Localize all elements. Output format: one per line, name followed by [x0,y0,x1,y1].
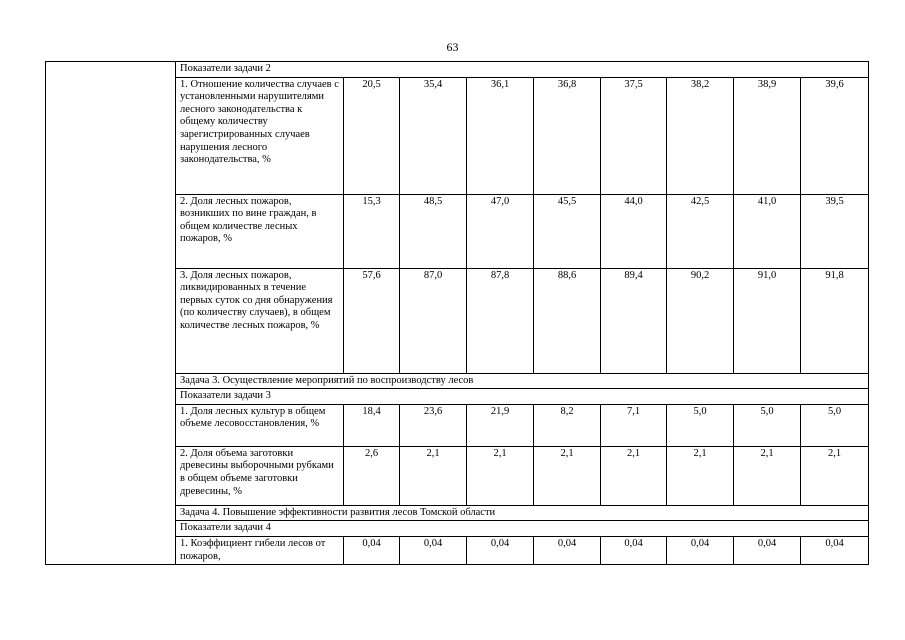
section-header: Показатели задачи 3 [176,389,869,405]
value-cell: 2,1 [601,446,667,505]
value-cell: 90,2 [667,268,734,373]
indicators-table [45,61,869,565]
value-cell: 35,4 [400,77,467,194]
value-cell: 21,9 [467,404,534,446]
table-body [46,62,869,565]
value-cell: 5,0 [801,404,869,446]
lead-column-cell [46,62,176,565]
value-cell: 0,04 [801,536,869,564]
value-cell: 39,6 [801,77,869,194]
value-cell: 36,8 [534,77,601,194]
indicator-label: 1. Коэффициент гибели лесов от пожаров, [176,536,344,564]
value-cell: 38,9 [734,77,801,194]
value-cell: 5,0 [667,404,734,446]
indicator-label: 2. Доля лесных пожаров, возникших по вине граждан, в общем количестве лесных пожаров, % [176,194,344,268]
value-cell: 48,5 [400,194,467,268]
value-cell: 57,6 [344,268,400,373]
value-cell: 88,6 [534,268,601,373]
indicator-label: 1. Отношение количества случаев с установленными нарушителями лесного законодательства к общему количеству зарегистрированных случаев нарушения лесного законодательства, % [176,77,344,194]
indicator-label: 1. Доля лесных культур в общем объеме лесовосстановления, % [176,404,344,446]
indicator-label: 3. Доля лесных пожаров, ликвидированных в течение первых суток со дня обнаружения (по количеству случаев), в общем количестве лесных пожаров, % [176,268,344,373]
value-cell: 0,04 [667,536,734,564]
task-heading: Задача 3. Осуществление мероприятий по воспроизводству лесов [176,373,869,389]
value-cell: 0,04 [734,536,801,564]
value-cell: 44,0 [601,194,667,268]
value-cell: 5,0 [734,404,801,446]
value-cell: 18,4 [344,404,400,446]
value-cell: 36,1 [467,77,534,194]
value-cell: 15,3 [344,194,400,268]
table-row [46,62,869,78]
task-heading: Задача 4. Повышение эффективности развития лесов Томской области [176,505,869,521]
value-cell: 91,8 [801,268,869,373]
value-cell: 41,0 [734,194,801,268]
value-cell: 2,1 [400,446,467,505]
value-cell: 8,2 [534,404,601,446]
indicator-label: 2. Доля объема заготовки древесины выборочными рубками в общем объеме заготовки древесины, % [176,446,344,505]
value-cell: 2,1 [467,446,534,505]
value-cell: 2,1 [667,446,734,505]
value-cell: 89,4 [601,268,667,373]
value-cell: 20,5 [344,77,400,194]
value-cell: 23,6 [400,404,467,446]
value-cell: 45,5 [534,194,601,268]
value-cell: 91,0 [734,268,801,373]
value-cell: 7,1 [601,404,667,446]
value-cell: 87,8 [467,268,534,373]
section-header: Показатели задачи 4 [176,521,869,537]
value-cell: 42,5 [667,194,734,268]
value-cell: 37,5 [601,77,667,194]
value-cell: 0,04 [400,536,467,564]
page-number: 63 [446,40,459,54]
value-cell: 0,04 [344,536,400,564]
value-cell: 47,0 [467,194,534,268]
value-cell: 2,6 [344,446,400,505]
value-cell: 0,04 [467,536,534,564]
value-cell: 39,5 [801,194,869,268]
section-header: Показатели задачи 2 [176,62,869,78]
value-cell: 0,04 [601,536,667,564]
value-cell: 87,0 [400,268,467,373]
value-cell: 0,04 [534,536,601,564]
value-cell: 2,1 [734,446,801,505]
value-cell: 38,2 [667,77,734,194]
value-cell: 2,1 [801,446,869,505]
value-cell: 2,1 [534,446,601,505]
